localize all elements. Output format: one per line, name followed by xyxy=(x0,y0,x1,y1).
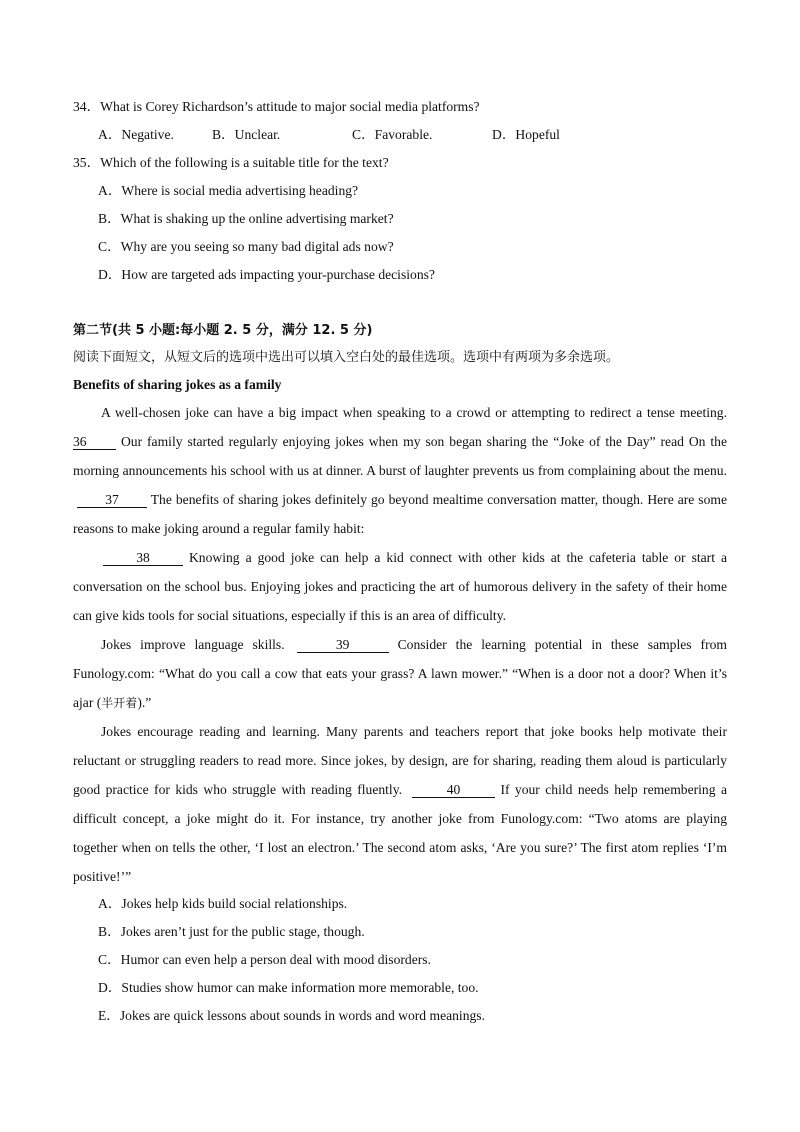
q34-option-d: D．Hopeful xyxy=(492,127,560,142)
p3-text-a: Jokes improve language skills. xyxy=(101,637,285,652)
q34-option-c: C．Favorable. xyxy=(352,127,433,142)
p4-text-b: If your child needs help remembering a difficult concept, a joke might do it. For instance, try another joke from Funology.com: “Two atoms are playing together when on tells the other, ‘I lost an electron.’ The second atom asks, ‘Are you sure?’ The first atom replies ‘I’m positive!’” xyxy=(73,782,727,884)
p1-text-c: The benefits of sharing jokes definitely go beyond mealtime conversation matter, though. Here are some reasons to make joking around a regular family habit: xyxy=(73,492,727,536)
passage-paragraph-2 xyxy=(73,543,727,630)
q35-option-b: B．What is shaking up the online advertising market? xyxy=(98,211,394,226)
q35-option-a: A．Where is social media advertising heading? xyxy=(98,183,359,198)
choice-b: B．Jokes aren’t just for the public stage, though. xyxy=(98,924,365,939)
p1-text-a: A well-chosen joke can have a big impact when speaking to a crowd or attempting to redirect a tense meeting. xyxy=(101,405,727,420)
passage-title: Benefits of sharing jokes as a family xyxy=(73,377,282,392)
q34-option-a: A．Negative. xyxy=(98,127,174,142)
p3-text-c: ).” xyxy=(137,695,152,710)
blank-36: 36 xyxy=(73,434,116,450)
q35-option-c: C．Why are you seeing so many bad digital ads now? xyxy=(98,239,394,254)
blank-37: 37 xyxy=(77,492,147,508)
blank-38: 38 xyxy=(103,550,183,566)
p3-text-b: Consider the learning potential in these samples from Funology.com: “What do you call a cow that eats your grass? A lawn mower.” “When is a door not a door? When it’s ajar ( xyxy=(73,637,727,710)
choice-e: E．Jokes are quick lessons about sounds in words and word meanings. xyxy=(98,1008,485,1023)
question-34-stem: 34．What is Corey Richardson’s attitude to major social media platforms? xyxy=(73,99,480,114)
choice-d: D．Studies show humor can make information more memorable, too. xyxy=(98,980,479,995)
p1-text-b: Our family started regularly enjoying jokes when my son began sharing the “Joke of the Day” read On the morning announcements his school with us at dinner. A burst of laughter prevents us from complaining about the menu. xyxy=(73,434,727,478)
q34-option-b: B．Unclear. xyxy=(212,127,281,142)
p3-chinese-gloss: 半开着 xyxy=(101,696,138,710)
passage-paragraph-3 xyxy=(73,630,727,718)
passage-paragraph-4 xyxy=(73,717,727,891)
question-35-stem: 35．Which of the following is a suitable title for the text? xyxy=(73,155,389,170)
section-instruction: 阅读下面短文，从短文后的选项中选出可以填入空白处的最佳选项。选项中有两项为多余选项。 xyxy=(73,350,620,365)
passage-paragraph-1 xyxy=(73,398,727,543)
p4-text-a: Jokes encourage reading and learning. Many parents and teachers report that joke books help motivate their reluctant or struggling readers to read more. Since jokes, by design, are for sharing, reading them aloud is particularly good practice for kids who struggle with reading fluently. xyxy=(73,724,727,797)
section-heading: 第二节(共 5 小题:每小题 2. 5 分，满分 12. 5 分) xyxy=(73,323,373,338)
choice-a: A．Jokes help kids build social relationships. xyxy=(98,896,348,911)
blank-39: 39 xyxy=(297,637,389,653)
choice-c: C．Humor can even help a person deal with mood disorders. xyxy=(98,952,431,967)
blank-40: 40 xyxy=(412,782,495,798)
q35-option-d: D．How are targeted ads impacting your-purchase decisions? xyxy=(98,267,435,282)
p2-text: Knowing a good joke can help a kid connect with other kids at the cafeteria table or start a conversation on the school bus. Enjoying jokes and practicing the art of humorous delivery in the safety of their home can give kids tools for social situations, especially if this is an area of difficulty. xyxy=(73,550,727,623)
